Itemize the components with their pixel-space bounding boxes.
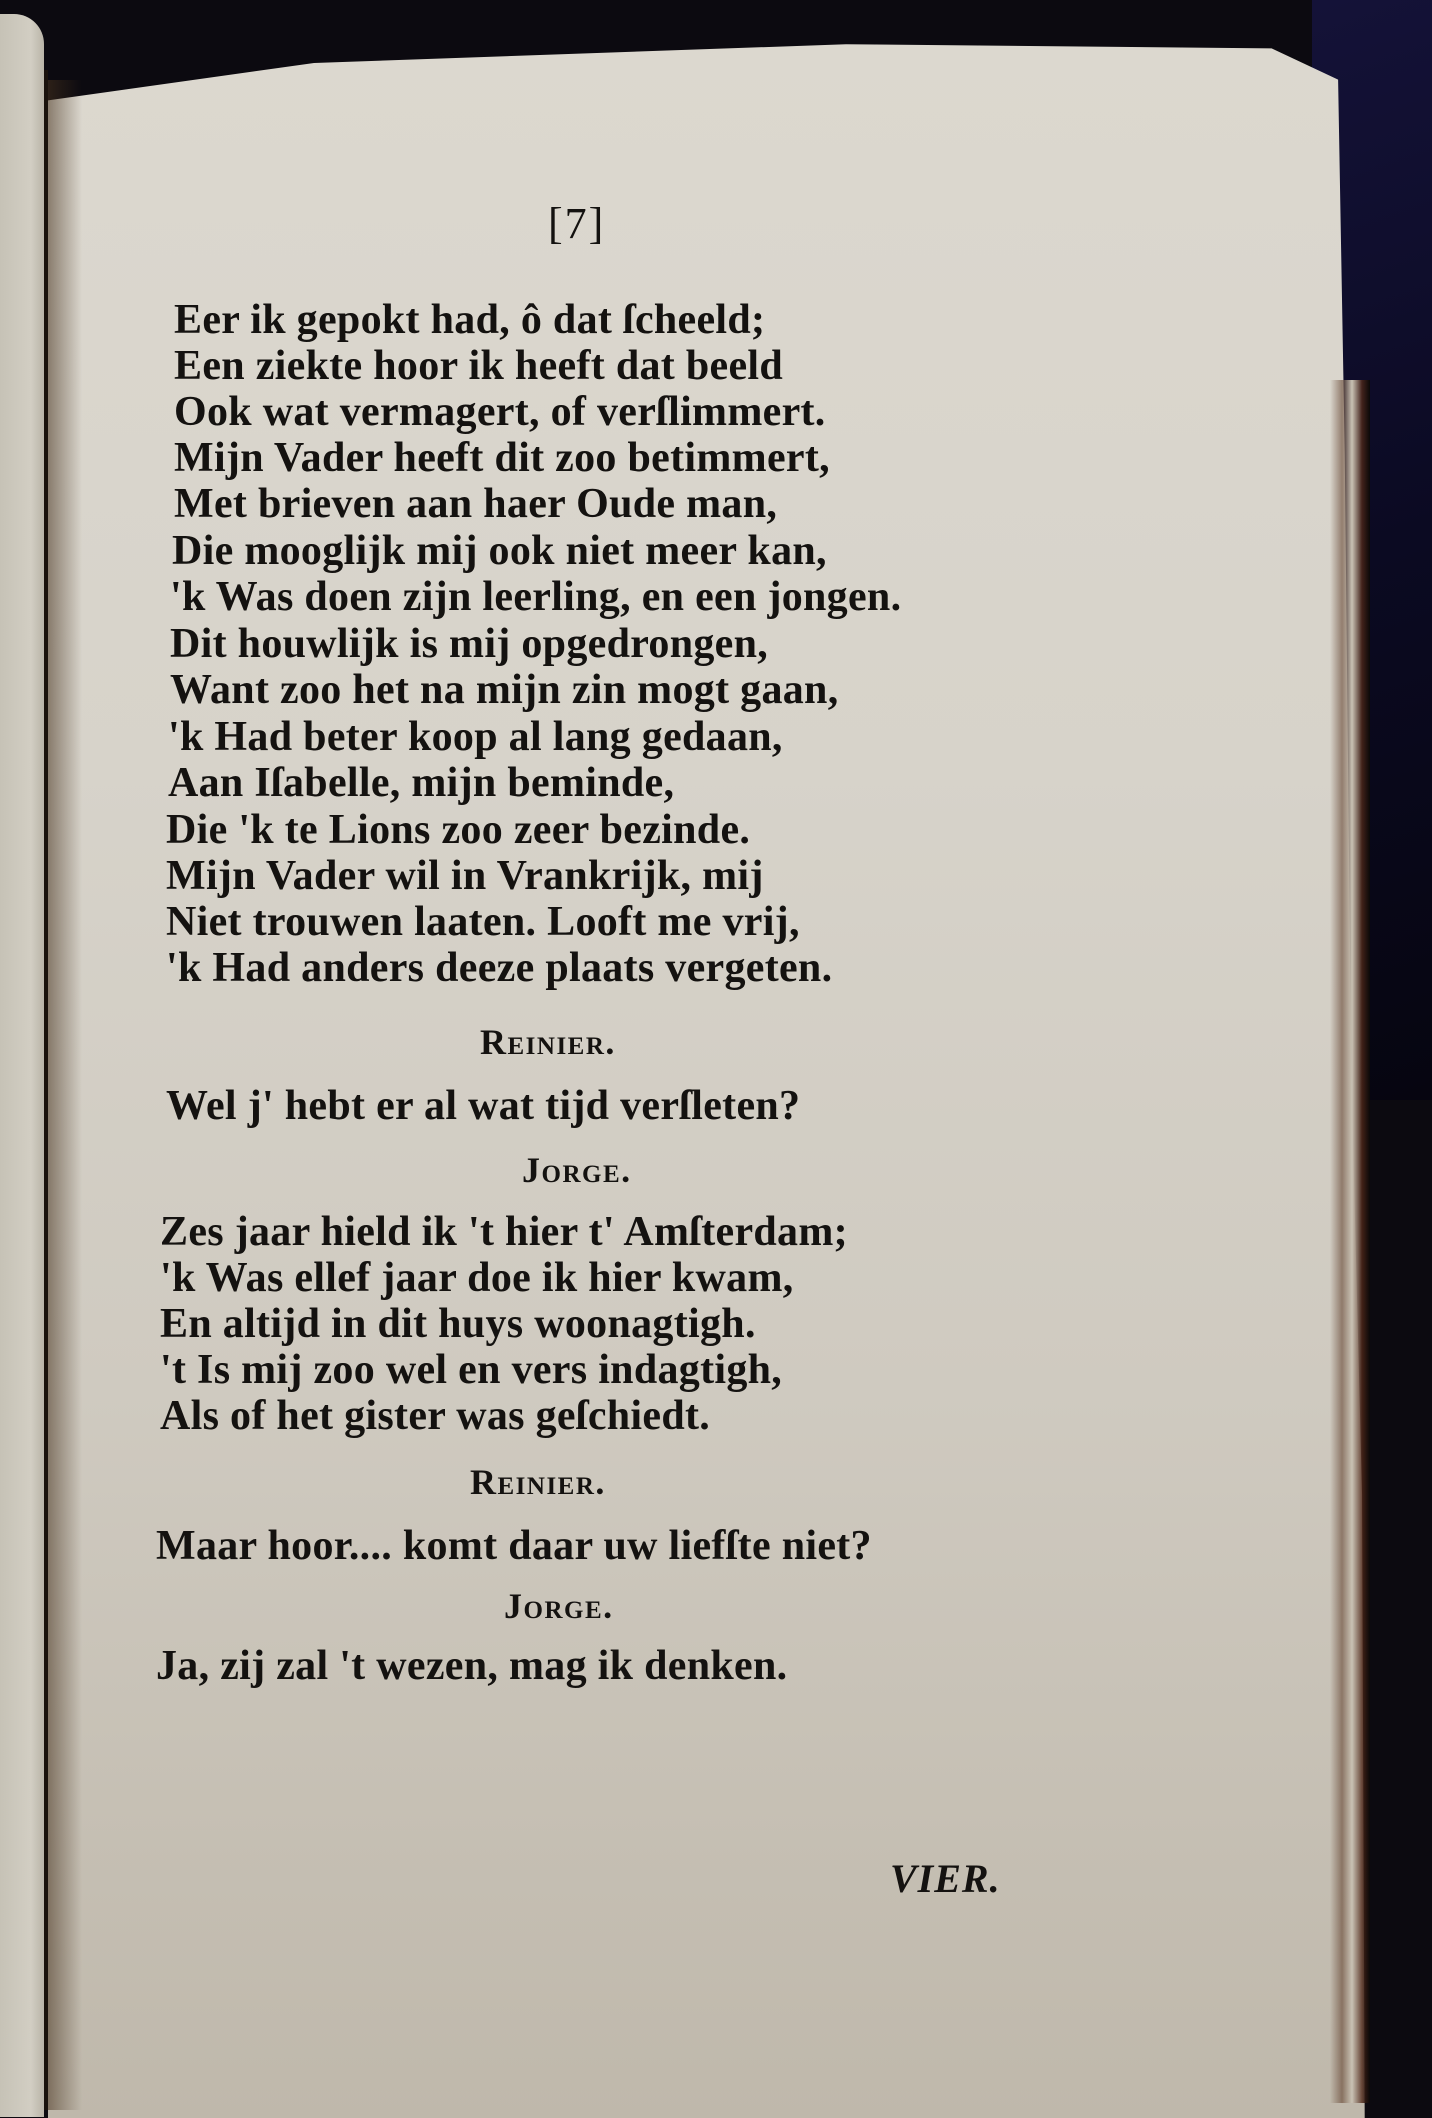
verse-line: Een ziekte hoor ik heeft dat beeld [174,343,784,389]
page-number: [7] [548,199,606,248]
verse-line: 'k Had beter koop al lang gedaan, [168,714,783,760]
verse-line: Zes jaar hield ik 't hier t' Amſterdam; [160,1209,848,1255]
verse-line: 'k Was doen zijn leerling, en een jongen. [170,574,902,620]
speaker-name: Jorge. [522,1150,632,1190]
verse-line: Maar hoor.... komt daar uw liefſte niet? [156,1523,872,1569]
verse-line: Wel j' hebt er al wat tijd verſleten? [166,1083,801,1129]
verse-line: Mijn Vader heeft dit zoo betimmert, [174,435,830,481]
verse-line: En altijd in dit huys woonagtigh. [160,1301,756,1347]
verse-line: Mijn Vader wil in Vrankrijk, mij [166,853,764,899]
verse-line: 'k Had anders deeze plaats vergeten. [166,945,833,991]
verse-line: Want zoo het na mijn zin mogt gaan, [170,667,839,713]
verse-line: 't Is mij zoo wel en vers indagtigh, [160,1347,783,1393]
verse-line: Aan Iſabelle, mijn beminde, [168,760,675,806]
speaker-name: Reinier. [470,1462,606,1502]
verse-line: Als of het gister was geſchiedt. [160,1393,711,1439]
verse-line: 'k Was ellef jaar doe ik hier kwam, [160,1255,794,1301]
verse-line: Ja, zij zal 't wezen, mag ik denken. [156,1643,788,1689]
verse-line: Eer ik gepokt had, ô dat ſcheeld; [174,297,766,343]
verse-line: Die mooglijk mij ook niet meer kan, [172,528,827,574]
verse-line: Met brieven aan haer Oude man, [174,481,778,527]
catchword: VIER. [890,1856,1001,1901]
speaker-name: Reinier. [480,1022,616,1062]
verse-line: Niet trouwen laaten. Looft me vrij, [166,899,800,945]
verse-line: Ook wat vermagert, of verſlimmert. [174,389,826,435]
verse-line: Dit houwlijk is mij opgedrongen, [170,621,769,667]
verse-line: Die 'k te Lions zoo zeer bezinde. [166,807,751,853]
speaker-name: Jorge. [504,1586,614,1626]
